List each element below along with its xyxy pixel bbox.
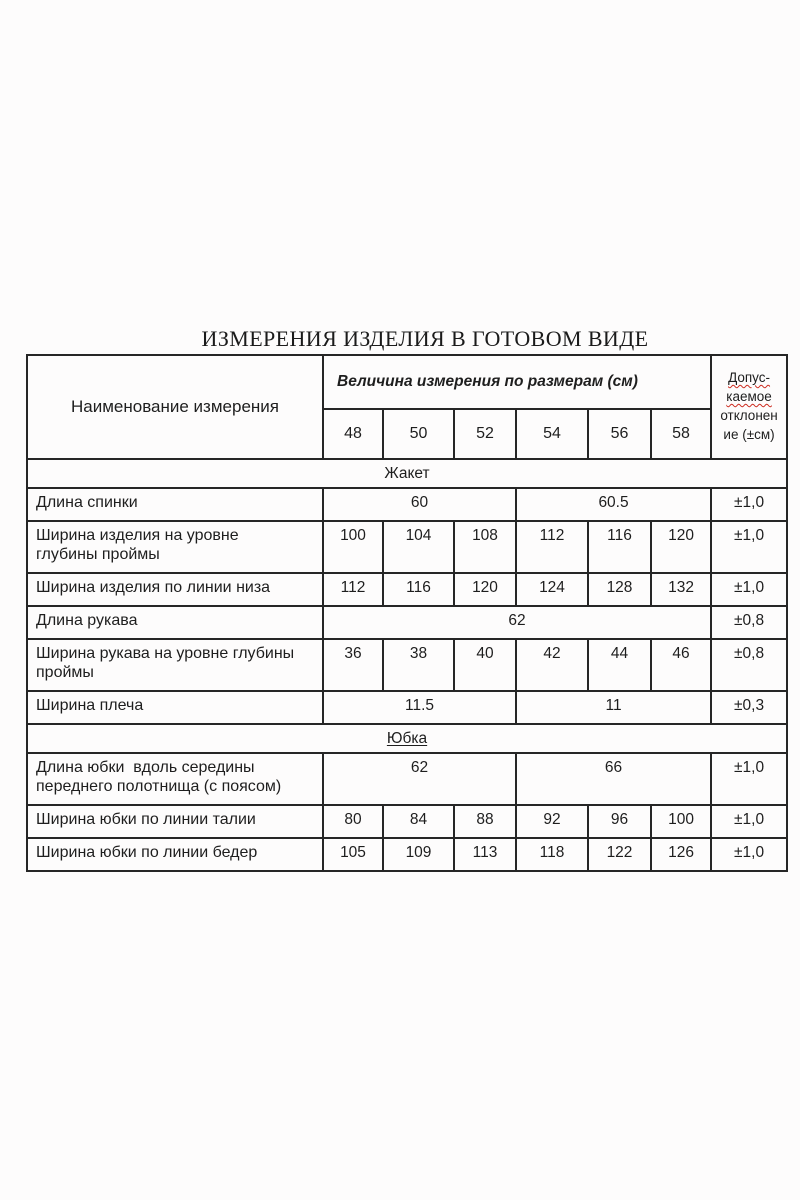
measurement-value: 132 [651, 573, 711, 606]
header-name-column: Наименование измерения [27, 355, 323, 459]
section-row [27, 724, 787, 753]
measurement-value: 120 [651, 521, 711, 573]
tolerance-value: ±1,0 [711, 838, 787, 871]
table-row [27, 639, 787, 691]
measurement-value: 84 [383, 805, 454, 838]
measurement-value: 60 [323, 488, 516, 521]
tolerance-value: ±0,3 [711, 691, 787, 724]
measurement-value: 105 [323, 838, 383, 871]
measurement-name: Длина юбки вдоль середины переднего полотнища (с поясом) [27, 753, 323, 805]
measurement-value: 126 [651, 838, 711, 871]
size-header-52: 52 [454, 409, 516, 459]
measurement-value: 80 [323, 805, 383, 838]
table-row [27, 838, 787, 871]
table-row [27, 805, 787, 838]
measurements-table [26, 354, 788, 872]
measurement-value: 122 [588, 838, 651, 871]
measurement-value: 116 [383, 573, 454, 606]
measurement-name: Длина спинки [27, 488, 323, 521]
table-row [27, 691, 787, 724]
measurement-value: 62 [323, 606, 711, 639]
table-row [27, 521, 787, 573]
section-label: Юбка [27, 724, 787, 753]
tolerance-value: ±0,8 [711, 606, 787, 639]
tolerance-value: ±1,0 [711, 573, 787, 606]
measurement-name: Ширина плеча [27, 691, 323, 724]
header-row-main [27, 355, 787, 409]
measurement-value: 66 [516, 753, 711, 805]
measurement-value: 44 [588, 639, 651, 691]
measurement-value: 36 [323, 639, 383, 691]
measurement-value: 40 [454, 639, 516, 691]
measurement-value: 104 [383, 521, 454, 573]
tolerance-value: ±1,0 [711, 753, 787, 805]
measurement-value: 100 [651, 805, 711, 838]
measurement-value: 128 [588, 573, 651, 606]
table-row [27, 488, 787, 521]
measurement-value: 11.5 [323, 691, 516, 724]
measurement-value: 112 [516, 521, 588, 573]
measurement-value: 46 [651, 639, 711, 691]
header-values-column: Величина измерения по размерам (см) [323, 355, 711, 409]
measurement-value: 92 [516, 805, 588, 838]
tolerance-value: ±0,8 [711, 639, 787, 691]
measurement-name: Ширина рукава на уровне глубины проймы [27, 639, 323, 691]
size-header-56: 56 [588, 409, 651, 459]
measurement-name: Ширина изделия на уровне глубины проймы [27, 521, 323, 573]
table-body [27, 459, 787, 871]
tolerance-value: ±1,0 [711, 805, 787, 838]
measurement-name: Ширина юбки по линии бедер [27, 838, 323, 871]
measurement-name: Ширина изделия по линии низа [27, 573, 323, 606]
tolerance-header-line: ие (±см) [723, 426, 775, 442]
measurement-value: 108 [454, 521, 516, 573]
measurement-value: 118 [516, 838, 588, 871]
measurement-value: 100 [323, 521, 383, 573]
measurement-value: 124 [516, 573, 588, 606]
size-header-48: 48 [323, 409, 383, 459]
section-row [27, 459, 787, 488]
measurement-value: 38 [383, 639, 454, 691]
size-header-54: 54 [516, 409, 588, 459]
measurement-name: Ширина юбки по линии талии [27, 805, 323, 838]
page-title: ИЗМЕРЕНИЯ ИЗДЕЛИЯ В ГОТОВОМ ВИДЕ [201, 326, 649, 351]
section-label: Жакет [27, 459, 787, 488]
table-row [27, 753, 787, 805]
header-tolerance-column [711, 355, 787, 459]
table-row [27, 606, 787, 639]
measurement-value: 112 [323, 573, 383, 606]
measurement-value: 109 [383, 838, 454, 871]
tolerance-header-line: отклонен [720, 408, 778, 423]
tolerance-value: ±1,0 [711, 488, 787, 521]
table-row [27, 573, 787, 606]
tolerance-header-line: каемое [726, 389, 772, 405]
measurement-value: 96 [588, 805, 651, 838]
measurement-name: Длина рукава [27, 606, 323, 639]
measurement-value: 88 [454, 805, 516, 838]
measurement-value: 120 [454, 573, 516, 606]
size-header-50: 50 [383, 409, 454, 459]
measurement-value: 11 [516, 691, 711, 724]
size-header-58: 58 [651, 409, 711, 459]
tolerance-value: ±1,0 [711, 521, 787, 573]
tolerance-header-line: Допус- [728, 370, 771, 386]
measurement-value: 113 [454, 838, 516, 871]
measurement-value: 60.5 [516, 488, 711, 521]
measurement-value: 62 [323, 753, 516, 805]
measurement-value: 116 [588, 521, 651, 573]
measurement-value: 42 [516, 639, 588, 691]
